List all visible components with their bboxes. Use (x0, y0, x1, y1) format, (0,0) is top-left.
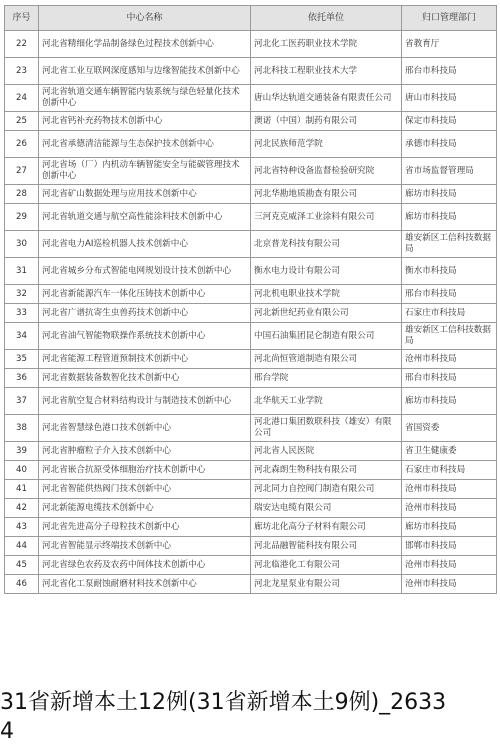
table-header-row (5, 6, 497, 31)
cell-managing-dept: 沧州市科技局 (402, 499, 497, 518)
cell-host-unit: 瑞安达电缆有限公司 (251, 499, 402, 518)
table-row (5, 350, 497, 369)
cell-host-unit: 河北机电职业技术学院 (251, 285, 402, 304)
table-row (5, 285, 497, 304)
cell-center-name: 河北省油气智能物联操作系统技术创新中心 (39, 323, 251, 350)
cell-center-name: 河北省智能供热阀门技术创新中心 (39, 480, 251, 499)
cell-center-name: 河北新能源电缆技术创新中心 (39, 499, 251, 518)
cell-host-unit: 河北龙星泵业有限公司 (251, 575, 402, 594)
cell-no: 33 (5, 304, 39, 323)
cell-managing-dept: 石家庄市科技局 (402, 461, 497, 480)
table-row (5, 112, 497, 131)
table-row (5, 575, 497, 594)
cell-no: 35 (5, 350, 39, 369)
cell-managing-dept: 雄安新区工信科技数据局 (402, 323, 497, 350)
cell-no: 31 (5, 258, 39, 285)
cell-center-name: 河北省场（厂）内机动车辆智能安全与能碳管理技术创新中心 (39, 158, 251, 185)
cell-center-name: 河北省数据装备数智化技术创新中心 (39, 369, 251, 388)
cell-center-name: 河北省先进高分子母粒技术创新中心 (39, 518, 251, 537)
cell-host-unit: 河北华勘地质勘查有限公司 (251, 185, 402, 204)
cell-host-unit: 河北新世纪药业有限公司 (251, 304, 402, 323)
cell-center-name: 河北省肿瘤粒子介入技术创新中心 (39, 442, 251, 461)
cell-center-name: 河北省新能源汽车一体化压铸技术创新中心 (39, 285, 251, 304)
cell-no: 45 (5, 556, 39, 575)
cell-host-unit: 衡水电力设计有限公司 (251, 258, 402, 285)
cell-center-name: 河北省工业互联网深度感知与边缘智能技术创新中心 (39, 58, 251, 85)
table-row (5, 258, 497, 285)
cell-host-unit: 河北森朗生物科技有限公司 (251, 461, 402, 480)
cell-managing-dept: 廊坊市科技局 (402, 204, 497, 231)
table-row (5, 185, 497, 204)
cell-host-unit: 河北品融智能科技有限公司 (251, 537, 402, 556)
cell-no: 46 (5, 575, 39, 594)
table-row (5, 442, 497, 461)
cell-managing-dept: 省国资委 (402, 415, 497, 442)
cell-center-name: 河北省航空复合材料结构设计与制造技术创新中心 (39, 388, 251, 415)
cell-host-unit: 河北省人民医院 (251, 442, 402, 461)
cell-no: 36 (5, 369, 39, 388)
cell-center-name: 河北省嵌合抗原受体细胞治疗技术创新中心 (39, 461, 251, 480)
cell-no: 28 (5, 185, 39, 204)
cell-managing-dept: 石家庄市科技局 (402, 304, 497, 323)
cell-no: 30 (5, 231, 39, 258)
cell-managing-dept: 廊坊市科技局 (402, 185, 497, 204)
cell-center-name: 河北省轨道交通车辆智能内装系统与绿色轻量化技术创新中心 (39, 85, 251, 112)
header-managing-dept: 归口管理部门 (402, 6, 497, 31)
table-row (5, 461, 497, 480)
cell-center-name: 河北省轨道交通与航空高性能涂料技术创新中心 (39, 204, 251, 231)
cell-center-name: 河北省能源工程管道预制技术创新中心 (39, 350, 251, 369)
table-row (5, 480, 497, 499)
table-row (5, 158, 497, 185)
cell-host-unit: 河北同力自控阀门制造有限公司 (251, 480, 402, 499)
cell-host-unit: 澳诺（中国）制药有限公司 (251, 112, 402, 131)
cell-managing-dept: 保定市科技局 (402, 112, 497, 131)
header-center-name: 中心名称 (39, 6, 251, 31)
cell-no: 38 (5, 415, 39, 442)
table-row (5, 537, 497, 556)
table-row (5, 204, 497, 231)
cell-managing-dept: 邢台市科技局 (402, 285, 497, 304)
cell-managing-dept: 沧州市科技局 (402, 350, 497, 369)
cell-host-unit: 三河克克威泽工业涂料有限公司 (251, 204, 402, 231)
cell-managing-dept: 沧州市科技局 (402, 480, 497, 499)
table-row (5, 85, 497, 112)
table-row (5, 518, 497, 537)
header-host-unit: 依托单位 (251, 6, 402, 31)
cell-no: 43 (5, 518, 39, 537)
cell-no: 27 (5, 158, 39, 185)
cell-managing-dept: 沧州市科技局 (402, 575, 497, 594)
cell-no: 29 (5, 204, 39, 231)
cell-center-name: 河北省精细化学品制备绿色过程技术创新中心 (39, 31, 251, 58)
cell-managing-dept: 省卫生健康委 (402, 442, 497, 461)
cell-no: 32 (5, 285, 39, 304)
cell-managing-dept: 省市场监督管理局 (402, 158, 497, 185)
cell-no: 41 (5, 480, 39, 499)
cell-center-name: 河北省矿山数据处理与应用技术创新中心 (39, 185, 251, 204)
cell-managing-dept: 沧州市科技局 (402, 556, 497, 575)
cell-host-unit: 河北民族师范学院 (251, 131, 402, 158)
table-row (5, 304, 497, 323)
cell-host-unit: 邢台学院 (251, 369, 402, 388)
table-row (5, 499, 497, 518)
caption-line-2: 4 (0, 719, 14, 744)
cell-host-unit: 河北港口集团数联科技（雄安）有限公司 (251, 415, 402, 442)
cell-no: 26 (5, 131, 39, 158)
table-row (5, 415, 497, 442)
table-row (5, 388, 497, 415)
cell-managing-dept: 邢台市科技局 (402, 58, 497, 85)
cell-host-unit: 北京普龙科技有限公司 (251, 231, 402, 258)
tech-center-table (4, 5, 497, 594)
caption-line-1: 31省新增本土12例(31省新增本土9例)_2633 (0, 690, 447, 715)
header-no: 序号 (5, 6, 39, 31)
cell-center-name: 河北省智能显示终端技术创新中心 (39, 537, 251, 556)
cell-no: 24 (5, 85, 39, 112)
cell-host-unit: 河北科技工程职业技术大学 (251, 58, 402, 85)
cell-center-name: 河北省智慧绿色港口技术创新中心 (39, 415, 251, 442)
cell-host-unit: 河北临港化工有限公司 (251, 556, 402, 575)
cell-no: 40 (5, 461, 39, 480)
cell-no: 42 (5, 499, 39, 518)
cell-no: 23 (5, 58, 39, 85)
table-row (5, 31, 497, 58)
cell-managing-dept: 廊坊市科技局 (402, 518, 497, 537)
cell-managing-dept: 省教育厅 (402, 31, 497, 58)
table-row (5, 231, 497, 258)
cell-no: 25 (5, 112, 39, 131)
cell-no: 44 (5, 537, 39, 556)
cell-host-unit: 中国石油集团昆仑制造有限公司 (251, 323, 402, 350)
cell-no: 37 (5, 388, 39, 415)
cell-no: 39 (5, 442, 39, 461)
cell-managing-dept: 雄安新区工信科技数据局 (402, 231, 497, 258)
cell-host-unit: 河北化工医药职业技术学院 (251, 31, 402, 58)
cell-managing-dept: 唐山市科技局 (402, 85, 497, 112)
cell-managing-dept: 承德市科技局 (402, 131, 497, 158)
cell-host-unit: 廊坊北化高分子材料有限公司 (251, 518, 402, 537)
cell-center-name: 河北省广谱抗寄生虫兽药技术创新中心 (39, 304, 251, 323)
table-row (5, 131, 497, 158)
cell-center-name: 河北省承德清洁能源与生态保护技术创新中心 (39, 131, 251, 158)
cell-managing-dept: 衡水市科技局 (402, 258, 497, 285)
table-row (5, 556, 497, 575)
cell-host-unit: 唐山华达轨道交通装备有限责任公司 (251, 85, 402, 112)
cell-center-name: 河北省城乡分布式智能电网规划设计技术创新中心 (39, 258, 251, 285)
cell-host-unit: 北华航天工业学院 (251, 388, 402, 415)
cell-center-name: 河北省钙补充药物技术创新中心 (39, 112, 251, 131)
caption-overlay (0, 688, 500, 746)
cell-no: 34 (5, 323, 39, 350)
table-row (5, 323, 497, 350)
cell-managing-dept: 廊坊市科技局 (402, 388, 497, 415)
cell-host-unit: 河北尚恒管道制造有限公司 (251, 350, 402, 369)
table-row (5, 369, 497, 388)
cell-managing-dept: 邢台市科技局 (402, 369, 497, 388)
cell-managing-dept: 邯郸市科技局 (402, 537, 497, 556)
table-row (5, 58, 497, 85)
cell-no: 22 (5, 31, 39, 58)
cell-center-name: 河北省绿色农药及农药中间体技术创新中心 (39, 556, 251, 575)
cell-center-name: 河北省电力AI巡检机器人技术创新中心 (39, 231, 251, 258)
cell-host-unit: 河北省特种设备监督检验研究院 (251, 158, 402, 185)
cell-center-name: 河北省化工泵耐蚀耐磨材料技术创新中心 (39, 575, 251, 594)
